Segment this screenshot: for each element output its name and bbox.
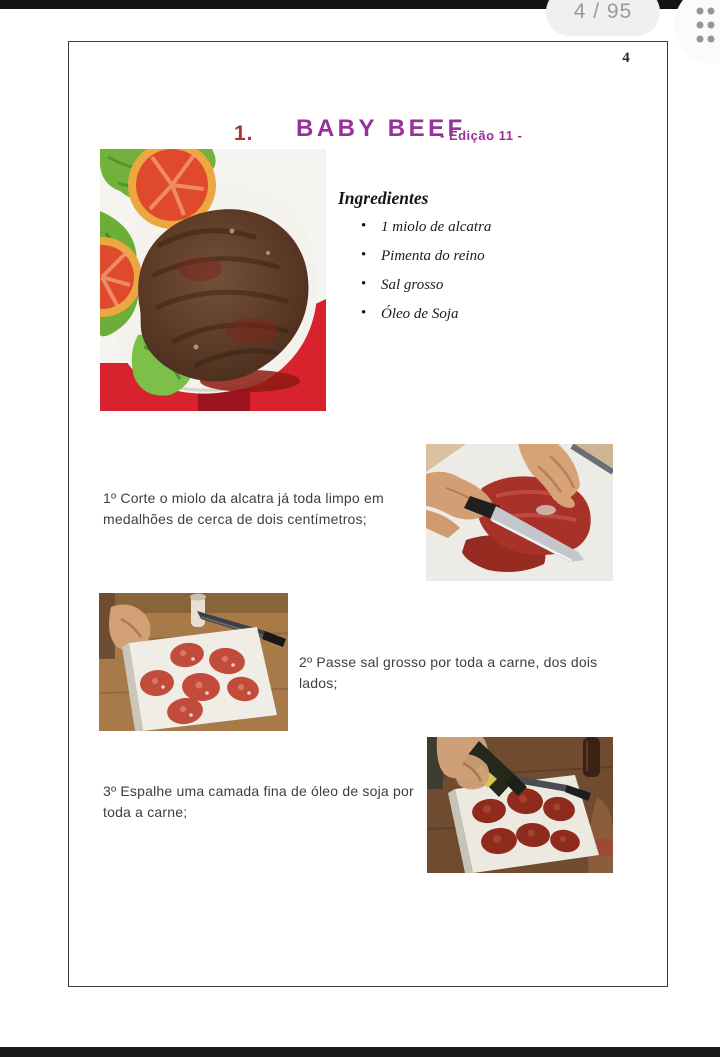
step-2-photo-meat-medallions — [99, 593, 288, 731]
page-indicator-pill — [546, 0, 660, 36]
ingredient-item: • 1 miolo de alcatra — [361, 219, 491, 236]
bottom-black-bar — [0, 1047, 720, 1057]
step-1-text: 1º Corte o miolo da alcatra já toda limpo em medalhões de cerca de dois centímetros; — [103, 490, 384, 527]
step-1-photo-cutting-meat — [426, 444, 613, 581]
page-indicator-label: 4 / 95 — [573, 0, 633, 23]
page-number: 4 — [622, 50, 630, 66]
ingredients-list — [361, 219, 491, 335]
step-2-text: 2º Passe sal grosso por toda a carne, dos dois lados; — [299, 654, 598, 691]
recipe-edition: - Edição 11 - — [440, 128, 523, 143]
step-3-text: 3º Espalhe uma camada fina de óleo de soja por toda a carne; — [103, 783, 414, 820]
hero-photo-grilled-steak — [100, 149, 326, 411]
ingredients-heading: Ingredientes — [338, 188, 429, 208]
document-page — [68, 41, 668, 987]
recipe-index: 1. — [234, 122, 254, 145]
grid-dots-icon[interactable] — [692, 4, 720, 50]
ingredient-item: • Óleo de Soja — [361, 306, 491, 323]
recipe-title: BABY BEEF — [296, 115, 466, 142]
ingredient-item: • Pimenta do reino — [361, 248, 491, 265]
step-3-photo-pouring-oil — [427, 737, 613, 873]
ingredient-item: • Sal grosso — [361, 277, 491, 294]
